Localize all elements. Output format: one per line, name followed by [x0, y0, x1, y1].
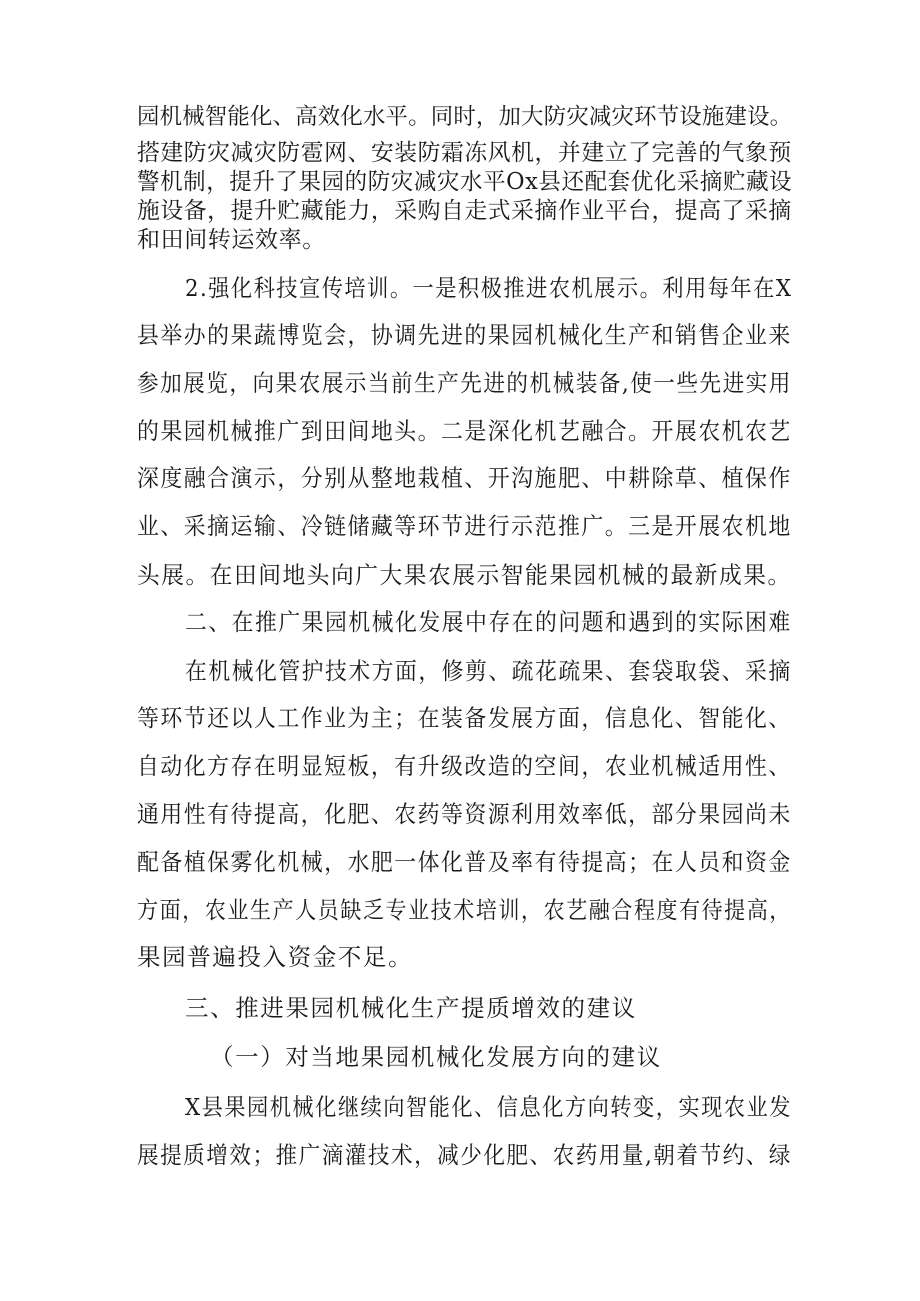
paragraph-line: 通用性有待提高，化肥、农药等资源利用效率低，部分果园尚未 [137, 800, 792, 828]
paragraph-line: 参加展览，向果农展示当前生产先进的机械装备,使一些先进实用 [137, 369, 792, 397]
paragraph-line: 搭建防灾减灾防雹网、安装防霜冻风机，并建立了完善的气象预 [137, 140, 792, 166]
paragraph-line: 和田间转运效率。 [137, 227, 326, 253]
paragraph-line: X县果园机械化继续向智能化、信息化方向转变，实现农业发 [185, 1093, 792, 1121]
paragraph-line: 深度融合演示，分别从整地栽植、开沟施肥、中耕除草、植保作 [137, 464, 792, 492]
paragraph-line: 警机制，提升了果园的防灾减灾水平Ox县还配套优化采摘贮藏设 [137, 169, 793, 195]
subsection-heading: （一）对当地果园机械化发展方向的建议 [210, 1043, 662, 1071]
paragraph-line: 方面，农业生产人员缺乏专业技术培训，农艺融合程度有待提高， [137, 896, 792, 924]
section-heading: 二、在推广果园机械化发展中存在的问题和遇到的实际困难 [185, 608, 792, 636]
paragraph-line: 头展。在田间地头向广大果农展示智能果园机械的最新成果。 [137, 561, 792, 589]
paragraph-line: 果园普遍投入资金不足。 [137, 943, 414, 971]
section-heading: 三、推进果园机械化生产提质增效的建议 [185, 994, 637, 1022]
paragraph-line: 等环节还以人工作业为主；在装备发展方面，信息化、智能化、 [137, 704, 792, 732]
paragraph-line: 业、采摘运输、冷链储藏等环节进行示范推广。三是开展农机地 [137, 512, 792, 540]
paragraph-line: 施设备，提升贮藏能力，采购自走式采摘作业平台，提高了采摘 [137, 198, 792, 224]
paragraph-line: 县举办的果蔬博览会，协调先进的果园机械化生产和销售企业来 [137, 321, 792, 349]
paragraph-line: 配备植保雾化机械，水肥一体化普及率有待提高；在人员和资金 [137, 848, 792, 876]
paragraph-line: 的果园机械推广到田间地头。二是深化机艺融合。开展农机农艺 [137, 417, 792, 445]
paragraph-line: 园机械智能化、高效化水平。同时，加大防灾减灾环节设施建设。 [137, 104, 793, 130]
paragraph-line: 自动化方存在明显短板，有升级改造的空间，农业机械适用性、 [137, 752, 792, 780]
paragraph-line: 在机械化管护技术方面，修剪、疏花疏果、套袋取袋、采摘 [185, 657, 792, 685]
paragraph-line: 2.强化科技宣传培训。一是积极推进农机展示。利用每年在X [185, 274, 793, 302]
paragraph-line: 展提质增效；推广滴灌技术，减少化肥、农药用量,朝着节约、绿 [137, 1141, 792, 1169]
